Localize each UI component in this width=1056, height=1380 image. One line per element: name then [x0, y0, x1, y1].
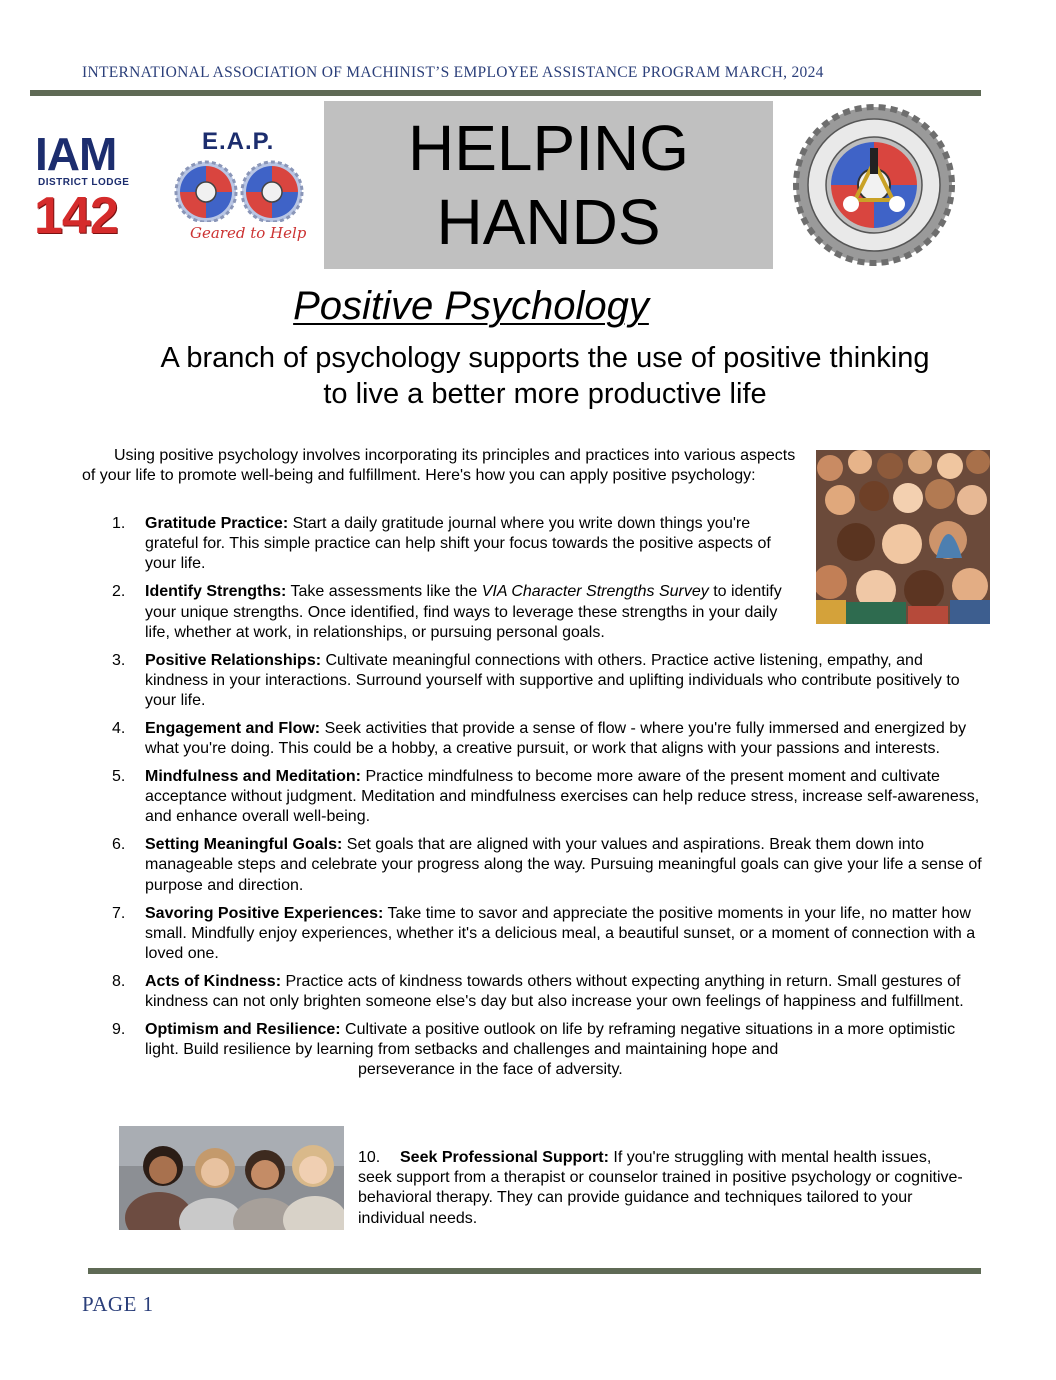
item-title: Positive Relationships: [145, 651, 322, 669]
item-text: Start a daily gratitude journal where you write down things you're grateful for. This simple practice can help shift your focus towards the positive aspects of your life. [145, 515, 771, 573]
item-text-continued: perseverance in the face of adversity. [358, 1061, 623, 1079]
list-item [112, 767, 982, 828]
item-title: Identify Strengths: [145, 583, 287, 601]
item-text: Take time to savor and appreciate the positive moments in your life, no matter how small. Mindfully enjoy experiences, whether it's a delicious meal, a beautiful sunset, or a moment of connection with a loved one. [145, 904, 976, 962]
item-title: Optimism and Resilience: [145, 1020, 341, 1038]
item-title: Mindfulness and Meditation: [145, 767, 361, 785]
title-banner [324, 101, 773, 269]
item-title: Savoring Positive Experiences: [145, 904, 384, 922]
item-number: 2. [112, 583, 126, 601]
iam-logo-number: 142 [34, 187, 118, 245]
item-number: 8. [112, 972, 126, 990]
item-text: Take assessments like the [286, 583, 482, 601]
item-number: 7. [112, 904, 126, 922]
item-number: 10. [358, 1149, 381, 1166]
item-number: 4. [112, 719, 126, 737]
item-text-italic: VIA Character Strengths Survey [481, 583, 709, 601]
item-number: 1. [112, 515, 126, 532]
list-item [112, 719, 982, 759]
list-item [112, 904, 982, 965]
item-text: Cultivate meaningful connections with others. Practice active listening, empathy, and kindness in your interactions. Surround yourself with supportive and uplifting individuals who contribute positively to your life. [145, 651, 960, 709]
item-text: Practice acts of kindness towards others without expecting anything in return. Small gestures of kindness can not only brighten someone else's day but also increase your own feelings of happiness and fulfillment. [145, 972, 964, 1011]
eap-logo-title: E.A.P. [202, 128, 275, 155]
item-text: to identify your unique strengths. Once identified, find ways to leverage these strengths in your daily life, whether at work, in relationships, or pursuing personal goals. [145, 583, 782, 641]
iam-logo-word: IAM [35, 128, 117, 180]
headline: Positive Psychology [293, 284, 649, 328]
top-rule [30, 90, 981, 96]
tips-list [112, 514, 982, 1088]
item-text: Seek activities that provide a sense of flow - where you're fully immersed and energized by what you're doing. This could be a hobby, a creative pursuit, or work that aligns with your passions and interests. [145, 719, 967, 758]
page-number: PAGE 1 [82, 1292, 154, 1316]
item-title: Acts of Kindness: [145, 972, 282, 990]
eap-gears-icon [172, 158, 310, 222]
banner-line-1: HELPING [408, 112, 689, 184]
iam-logo-subtitle: DISTRICT LODGE [38, 177, 130, 188]
eap-logo-tagline: Geared to Help [190, 224, 307, 242]
subhead-line-2: to live a better more productive life [323, 378, 767, 410]
item-title: Setting Meaningful Goals: [145, 836, 343, 854]
item-title: Seek Professional Support: [400, 1149, 609, 1166]
subhead [100, 340, 990, 412]
item-text: Cultivate a positive outlook on life by reframing negative situations in a more optimistic light. Build resilience by learning from setbacks and challenges and maintaining hope and [145, 1020, 956, 1059]
list-item [112, 651, 982, 712]
item-number: 6. [112, 836, 126, 854]
eap-logo [168, 128, 314, 252]
item-text: If you're struggling with mental health issues, seek support from a therapist or counselor trained in positive psychology or cognitive-behavioral therapy. They can provide guidance and techniques tailored to your individual needs. [358, 1149, 963, 1227]
list-item [112, 972, 982, 1012]
intro-paragraph: Using positive psychology involves incorporating its principles and practices into various aspects of your life to promote well-being and fulfillment. Here's how you can apply positive psychology: [82, 447, 796, 484]
item-text: Practice mindfulness to become more aware of the present moment and cultivate acceptance without judgment. Meditation and mindfulness exercises can help reduce stress, increase self-awareness, and enhance overall well-being. [145, 767, 980, 826]
list-item-10 [358, 1148, 968, 1229]
item-text: Set goals that are aligned with your values and aspirations. Break them down into manageable steps and celebrate your progress along the way. Pursuing meaningful goals can give your life a sense of purpose and direction. [145, 836, 982, 894]
item-number: 3. [112, 651, 126, 669]
item-title: Engagement and Flow: [145, 719, 321, 737]
list-item [112, 582, 795, 643]
banner-line-2: HANDS [436, 186, 661, 258]
list-item [112, 835, 982, 896]
list-item [112, 1020, 982, 1081]
iam-logo [32, 128, 136, 246]
bottom-rule [88, 1268, 981, 1274]
subhead-line-1: A branch of psychology supports the use of positive thinking [160, 342, 930, 374]
item-number: 9. [112, 1020, 126, 1038]
header-org-line: INTERNATIONAL ASSOCIATION OF MACHINIST’S EMPLOYEE ASSISTANCE PROGRAM MARCH, 2024 [82, 64, 824, 81]
iam-seal-icon [793, 104, 955, 266]
item-number: 5. [112, 767, 126, 785]
list-item [112, 514, 795, 575]
item-title: Gratitude Practice: [145, 515, 289, 532]
group-photo [119, 1126, 344, 1230]
